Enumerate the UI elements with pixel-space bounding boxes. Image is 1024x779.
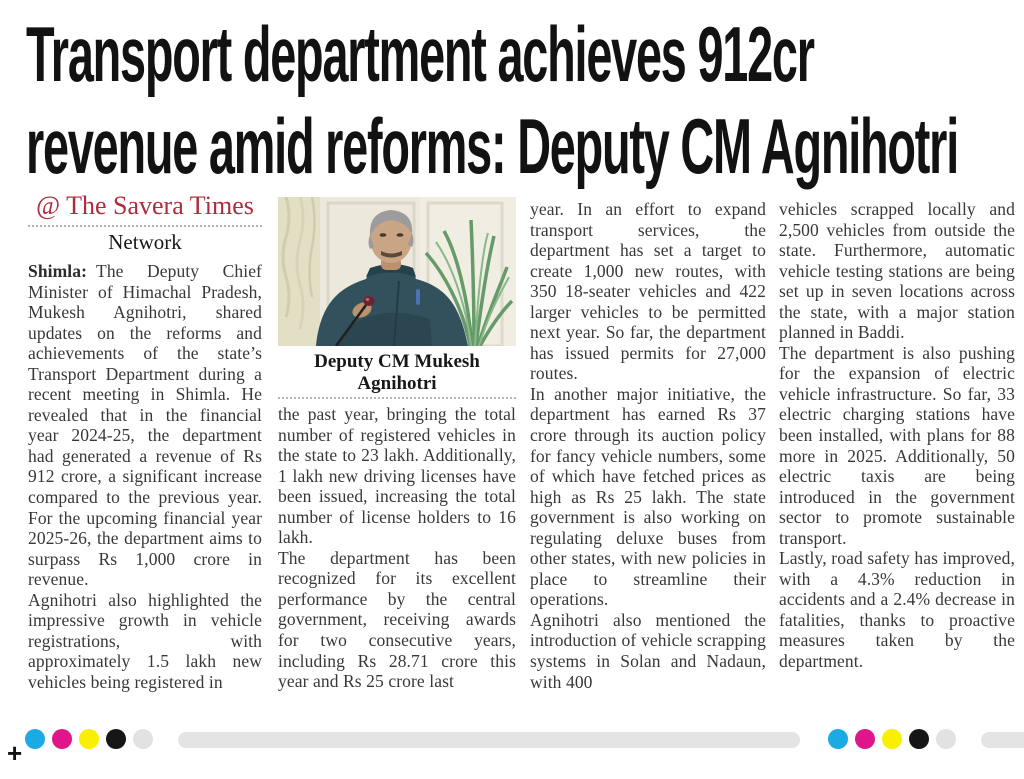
- photo-illustration: [278, 197, 516, 346]
- paragraph: the past year, bringing the total number of registered vehicles in the state to 23 lakh. Additionally, 1 lakh new driving licenses have been issued, increasing the total number of license holders to 16 lakh.: [278, 404, 516, 548]
- paragraph: The department is also pushing for the expansion of electric vehicle infrastructure. So far, 33 electric charging stations have been installed, with plans for 88 more in 2025. Additionally, 50 electric taxis are being introduced in the government sector to promote sustainable transport.: [779, 342, 1015, 548]
- paragraph: The department has been recognized for its excellent performance by the central government, receiving awards for two consecutive years, including Rs 28.71 crore this year and Rs 25 crore last: [278, 547, 516, 692]
- byline: [28, 190, 262, 256]
- paragraph: vehicles scrapped locally and 2,500 vehicles from outside the state. Furthermore, automatic vehicle testing stations are being set up in seven locations across the state, with a major station planned in Baddi.: [779, 199, 1015, 343]
- registration-dot: [882, 729, 902, 749]
- headline-line-1: Transport department achieves 912cr: [26, 10, 814, 98]
- paragraph: Agnihotri also highlighted the impressive growth in vehicle registrations, with approximately 1.5 lakh new vehicles being registered in: [28, 589, 262, 692]
- registration-bar-right: [981, 732, 1024, 748]
- byline-brand: @ The Savera Times: [28, 190, 262, 227]
- caption-divider: [278, 397, 516, 399]
- registration-dot: [52, 729, 72, 749]
- article-column-4: [779, 199, 1015, 672]
- paragraph: Lastly, road safety has improved, with a 4.3% reduction in accidents and a 2.4% decrease in fatalities, thanks to proactive measures taken by the department.: [779, 548, 1015, 672]
- cmyk-dots-right: [828, 729, 956, 749]
- headline-line-2: revenue amid reforms: Deputy CM Agnihotri: [26, 102, 959, 190]
- registration-dot: [79, 729, 99, 749]
- dateline: Shimla:: [28, 261, 88, 281]
- paragraph: In another major initiative, the department has earned Rs 37 crore through its auction policy for fancy vehicle numbers, some of which have fetched prices as high as Rs 25 lakh. The state government is also working on regulating deluxe buses from other states, with new policies in place to streamline their operations.: [530, 383, 766, 610]
- registration-dot: [936, 729, 956, 749]
- registration-dot: [828, 729, 848, 749]
- cmyk-dots-left: [25, 729, 153, 749]
- paragraph: year. In an effort to expand transport services, the department has set a target to create 1,000 new routes, with 350 18-seater vehicles and 422 larger vehicles to be permitted next year. So far, the department has issued permits for 27,000 routes.: [530, 199, 766, 384]
- registration-dot: [855, 729, 875, 749]
- paragraph: Agnihotri also mentioned the introduction of vehicle scrapping systems in Solan and Nadaun, with 400: [530, 609, 766, 692]
- article-column-3: [530, 199, 766, 692]
- registration-dot: [106, 729, 126, 749]
- paragraph: [28, 261, 262, 590]
- registration-dot: [909, 729, 929, 749]
- byline-network: Network: [108, 230, 182, 254]
- registration-dot: [25, 729, 45, 749]
- registration-bar-left: [178, 732, 800, 748]
- registration-cross-mark: +: [7, 738, 23, 768]
- photo-deputy-cm: [278, 197, 516, 346]
- article-column-2: [278, 404, 516, 692]
- paragraph-text: The Deputy Chief Minister of Himachal Pradesh, Mukesh Agnihotri, shared updates on the reforms and achievements of the state’s Transport Department during a recent meeting in Shimla. He revealed that in the financial year 2024-25, the department had generated a revenue of Rs 912 crore, a significant increase compared to the previous year. For the upcoming financial year 2025-26, the department aims to surpass Rs 1,000 crore in revenue.: [28, 261, 262, 590]
- registration-dot: [133, 729, 153, 749]
- article-column-1: [28, 261, 262, 692]
- photo-caption: Deputy CM Mukesh Agnihotri: [314, 351, 480, 394]
